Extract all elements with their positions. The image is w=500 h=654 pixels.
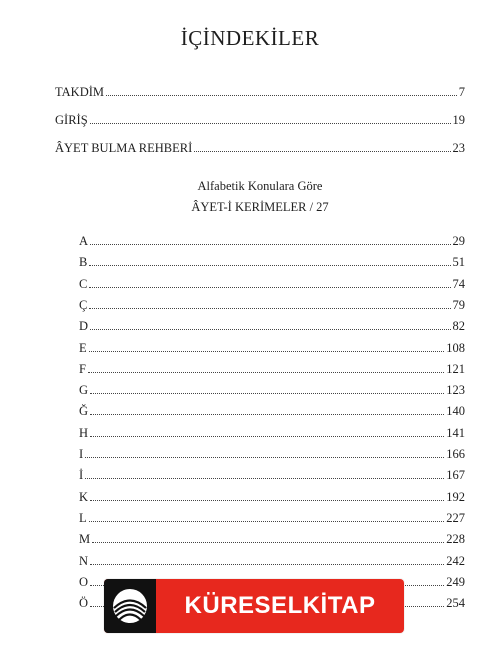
entry-label: O — [79, 574, 89, 589]
entry-label: GİRİŞ — [55, 113, 88, 127]
entry-label: B — [79, 255, 88, 270]
dot-leader — [90, 564, 444, 565]
entry-page: 167 — [446, 468, 465, 483]
entry-page: 29 — [452, 234, 465, 248]
entry-page: 141 — [446, 425, 465, 440]
entry-page: 227 — [446, 510, 465, 525]
entry-label: C — [79, 276, 88, 291]
entry-page: 166 — [446, 447, 465, 461]
dot-leader — [90, 244, 450, 245]
entry-label: I — [79, 447, 84, 461]
entry-label: Ç — [79, 297, 88, 312]
entry-label: İ — [79, 468, 84, 483]
letter-entry — [79, 341, 465, 355]
dot-leader — [89, 287, 450, 288]
entry-label: H — [79, 425, 89, 440]
entry-label: M — [79, 532, 91, 547]
watermark-logo — [104, 579, 404, 633]
dot-leader — [90, 393, 444, 394]
section-heading: ÂYET-İ KERİMELER / 27 — [191, 200, 329, 214]
entry-page: 140 — [446, 404, 465, 419]
entry-label: D — [79, 319, 89, 334]
entry-label: F — [79, 361, 86, 376]
entry-page: 242 — [446, 553, 465, 568]
entry-page: 108 — [446, 340, 465, 355]
entry-label: ÂYET BULMA REHBERİ — [55, 141, 193, 155]
entry-page: 74 — [452, 276, 465, 291]
dot-leader — [90, 436, 444, 437]
entry-label: E — [79, 340, 87, 355]
entry-page: 121 — [446, 361, 465, 376]
letter-entry — [79, 383, 465, 397]
toc-entry-takdim — [55, 85, 465, 99]
dot-leader — [88, 372, 444, 373]
dot-leader — [89, 308, 450, 309]
letter-entry — [79, 362, 465, 376]
letter-entry — [79, 490, 465, 504]
entry-page: 82 — [452, 319, 465, 334]
letter-entry — [79, 319, 465, 333]
letter-entry — [79, 554, 465, 568]
letter-entry — [79, 511, 465, 525]
dot-leader — [89, 351, 445, 352]
entry-page: 123 — [446, 383, 465, 398]
dot-leader — [85, 457, 444, 458]
globe-lines-icon — [104, 579, 156, 633]
page-title: İÇİNDEKİLER — [180, 26, 320, 50]
entry-label: TAKDİM — [55, 85, 104, 99]
entry-page: 51 — [452, 255, 465, 270]
dot-leader — [194, 151, 450, 152]
letter-entry — [79, 298, 465, 312]
entry-page: 254 — [446, 596, 465, 611]
entry-label: G — [79, 383, 89, 398]
letter-entry — [79, 404, 465, 418]
entry-page: 249 — [446, 574, 465, 589]
entry-page: 7 — [458, 85, 465, 99]
dot-leader — [92, 542, 444, 543]
entry-label: Ğ — [79, 404, 89, 419]
section-subtitle: Alfabetik Konulara Göre — [197, 179, 323, 193]
entry-page: 19 — [452, 113, 465, 127]
dot-leader — [90, 414, 444, 415]
dot-leader — [90, 123, 451, 124]
entry-page: 228 — [446, 532, 465, 547]
dot-leader — [85, 478, 444, 479]
entry-label: Ö — [79, 596, 89, 611]
dot-leader — [89, 265, 450, 266]
letter-entry — [79, 468, 465, 482]
letter-entry — [79, 277, 465, 291]
letter-entry — [79, 447, 465, 461]
entry-label: N — [79, 553, 89, 568]
dot-leader — [89, 521, 445, 522]
entry-label: K — [79, 489, 89, 504]
toc-entry-ayet-bulma — [55, 141, 465, 155]
letter-entry — [79, 532, 465, 546]
toc-entry-giris — [55, 113, 465, 127]
letter-entry — [79, 234, 465, 248]
dot-leader — [90, 500, 444, 501]
dot-leader — [106, 95, 457, 96]
watermark-text: KÜRESELKİTAP — [184, 592, 376, 619]
dot-leader — [90, 329, 450, 330]
entry-page: 23 — [452, 141, 465, 155]
letter-entry — [79, 426, 465, 440]
entry-label: L — [79, 510, 87, 525]
entry-label: A — [79, 234, 89, 248]
entry-page: 192 — [446, 489, 465, 504]
letter-entry — [79, 255, 465, 269]
entry-page: 79 — [452, 297, 465, 312]
